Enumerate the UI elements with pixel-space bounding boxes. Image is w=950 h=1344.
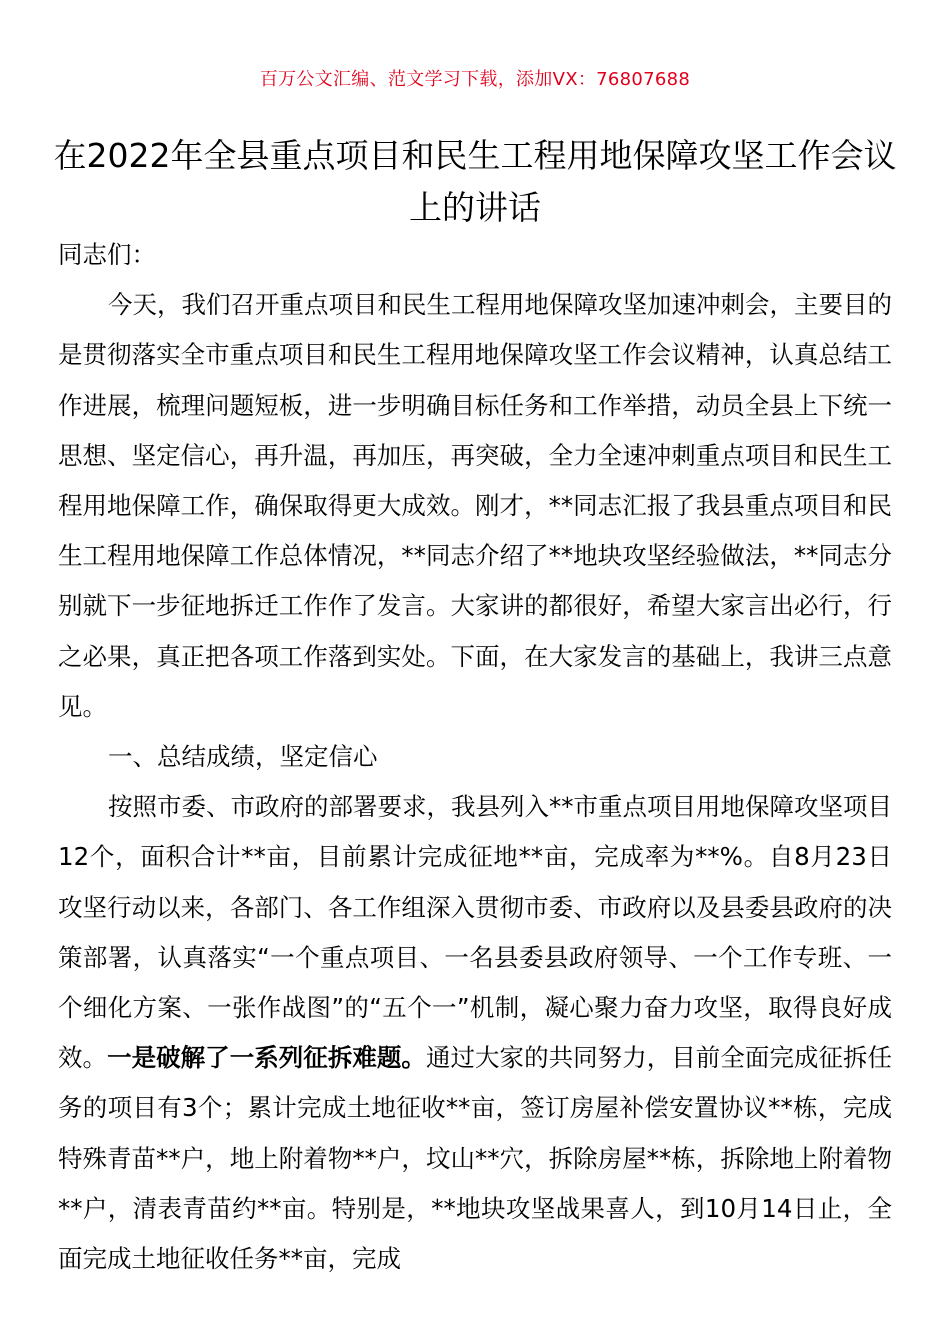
document-title: 在2022年全县重点项目和民生工程用地保障攻坚工作会议上的讲话	[53, 136, 897, 228]
paragraph-intro: 今天，我们召开重点项目和民生工程用地保障攻坚加速冲刺会，主要目的是贯彻落实全市重点项目和民生工程用地保障攻坚工作会议精神，认真总结工作进展，梳理问题短板，进一步明确目标任务和工作举措，动员全县上下统一思想、坚定信心，再升温，再加压，再突破，全力全速冲刺重点项目和民生工程用地保障工作，确保取得更大成效。刚才，**同志汇报了我县重点项目和民生工程用地保障工作总体情况，**同志介绍了**地块攻坚经验做法，**同志分别就下一步征地拆迁工作作了发言。大家讲的都很好，希望大家言出必行，行之必果，真正把各项工作落到实处。下面，在大家发言的基础上，我讲三点意见。	[58, 290, 892, 721]
paragraph-achievements	[58, 782, 892, 1284]
watermark-text: 百万公文汇编、范文学习下载，添加VX：76807688	[259, 69, 691, 90]
section-heading-1: 一、总结成绩，坚定信心	[108, 742, 378, 772]
paragraph-achievements-text-2: 通过大家的共同努力，目前全面完成征拆任务的项目有3个；累计完成土地征收**亩，签订房屋补偿安置协议**栋，完成特殊青苗**户，地上附着物**户，坟山**穴，拆除房屋**栋，拆除地上附着物**户，清表青苗约**亩。特别是，**地块攻坚战果喜人，到10月14日止，全面完成土地征收任务**亩，完成	[58, 1043, 893, 1274]
paragraph-achievements-bold-point: 一是破解了一系列征拆难题。	[107, 1043, 426, 1073]
paragraph-achievements-text-1: 按照市委、市政府的部署要求，我县列入**市重点项目用地保障攻坚项目12个，面积合计**亩，目前累计完成征地**亩，完成率为**%。自8月23日攻坚行动以来，各部门、各工作组深入贯彻市委、市政府以及县委县政府的决策部署，认真落实“一个重点项目、一名县委县政府领导、一个工作专班、一个细化方案、一张作战图”的“五个一”机制，凝心聚力奋力攻坚，取得良好成效。	[58, 792, 892, 1073]
salutation: 同志们：	[58, 240, 156, 269]
document-body	[58, 230, 892, 1284]
